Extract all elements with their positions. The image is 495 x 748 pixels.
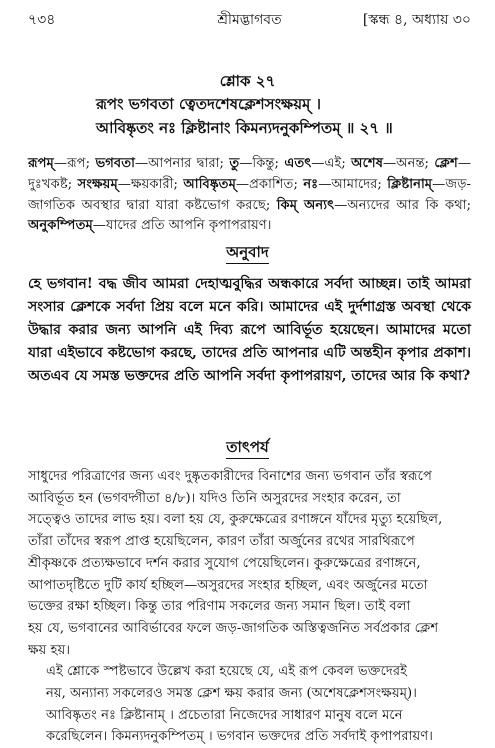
synonym-word: অনুকম্পিতম্ [28,218,93,234]
purport-line: ক্ষয় হয়। [28,642,71,658]
purport-line: শ্রীকৃষ্ণকে প্রত্যক্ষভাবে দর্শন করার সুযোগ পেয়েছিলেন। কুরুক্ষেত্রের রণাঙ্গনে, [28,555,421,571]
synonym-meaning: ক্ষয়কারী; [130,176,184,192]
purport-line: আবিষ্কৃতং নঃ ক্লিষ্টানাম্ । প্রচেতারা নিজেদের সাধারণ মানুষ বলে মনে [46,707,403,723]
purport-line: তাঁরা তাঁদের স্বরূপ প্রাপ্ত হয়েছিলেন, কারণ তাঁরা অর্জুনের রথের সারথিরূপে [28,534,415,550]
purport-line: আপাতদৃষ্টিতে দুটি কার্য হচ্ছিল—অসুরদের সংহার হচ্ছিল, এবং অর্জুনের মতো [28,577,428,593]
page-number: ৭৩৪ [28,12,56,28]
purport-line: সত্ত্বেও তাদের লাভ হয়। বলা হয় যে, কুরুক্ষেত্রের রণাঙ্গনে যাঁদের মৃত্যু হয়েছিল, [28,512,443,528]
book-title: শ্রীমদ্ভাগবত [217,12,282,28]
synonym-word: ক্লেশ [434,156,458,171]
synonym-meaning: অনন্ত; [396,156,435,171]
synonym-meaning: প্রকাশিত; [249,176,304,192]
synonym-meaning: দুঃখকষ্ট; [28,176,78,192]
purport-line: নয়, অন্যান্য সকলেরও সমস্ত ক্লেশ ক্ষয় করার জন্য (অশেষক্লেশসংক্ষয়ম্)। [46,686,417,702]
synonym-word: নঃ [303,176,319,192]
synonym-meaning: আপনার দ্বারা; [148,156,230,171]
chapter-reference: [স্কন্ধ ৪, অধ্যায় ৩০ [362,12,471,28]
word-for-word-synonyms: রূপম্—রূপ; ভগবতা—আপনার দ্বারা; তু—কিন্তু; এতৎ—এই; অশেষ—অনন্ত; ক্লেশ—দুঃখকষ্ট; সংক্ষয়ম্—ক্ষয়কারী; আবিষ্কৃতম্—প্রকাশিত; নঃ—আমাদের; ক্লিষ্টানাম্—জড়-জাগতিক অবস্থার দ্বারা যারা কষ্টভোগ করছে; কিম্ অন্যৎ—অন্যদের আর কি কথা; অনুকম্পিতম্—যাদের প্রতি আপনি কৃপাপরায়ণ। [28,156,472,234]
purport-heading [0,436,495,461]
synonym-word: সংক্ষয়ম্ [77,176,118,192]
synonym-meaning: আমাদের; [331,176,388,192]
synonym-word: অশেষ [351,156,383,171]
synonym-word: ভগবতা [95,156,135,171]
synonym-meaning: অন্যদের আর কি কথা; [347,197,472,213]
synonym-meaning: রূপ; [67,156,96,171]
sanskrit-verse [96,92,465,140]
synonym-word: এতৎ [284,156,312,171]
synonym-word: তু [229,156,240,171]
synonym-meaning: এই; [324,156,352,171]
translation-heading-text: অনুবাদ [226,243,269,264]
synonym-word: ক্লিষ্টানাম্ [387,176,433,192]
synonym-word: রূপম্ [28,156,54,171]
translation-heading [0,241,495,266]
purport-line: এই শ্লোকে স্পষ্টভাবে উল্লেখ করা হয়েছে যে, এই রূপ কেবল ভক্তদেরই [46,664,407,680]
synonym-word: কিম্ অন্যৎ [276,197,335,213]
purport-paragraph-1 [28,466,471,661]
synonym-meaning: যাদের প্রতি আপনি কৃপাপরায়ণ। [105,218,272,234]
verse-line-2: আবিষ্কৃতং নঃ ক্লিষ্টানাং কিমন্যদনুকম্পিতম্ ॥ ২৭ ॥ [96,119,393,137]
translation-text: হে ভগবান! বদ্ধ জীব আমরা দেহাত্মবুদ্ধির অন্ধকারে সর্বদা আচ্ছন্ন। তাই আমরা সংসার ক্লেশকে সর্বদা প্রিয় বলে মনে করি। আমাদের এই দুর্দশাগ্রস্ত অবস্থা থেকে উদ্ধার করার জন্য আপনি এই দিব্য রূপে আবির্ভূত হয়েছেন। আমাদের মতো যারা এইভাবে কষ্টভোগ করছে, তাদের প্রতি আপনার এটি অন্তহীন কৃপার প্রকাশ। অতএব যে সমস্ত ভক্তদের প্রতি আপনি সর্বদা কৃপাপরায়ণ, তাদের আর কি কথা? [28,276,471,384]
synonym-word: আবিষ্কৃতম্ [183,176,236,192]
purport-paragraph-2 [28,661,471,748]
synonym-meaning: জড়-জাগতিক অবস্থার দ্বারা যারা কষ্টভোগ করছে; [28,176,471,213]
verse-heading: শ্লোক ২৭ [219,72,276,90]
verse-line-1: রূপং ভগবতা ত্বেতদশেষক্লেশসংক্ষয়ম্ । [96,95,321,113]
purport-line: করেছিলেন। কিমন্যদনুকম্পিতম্ । ভগবান ভক্তদের প্রতি সর্বদাই কৃপাপরায়ণ। [46,729,433,745]
purport-line: ভক্তের রক্ষা হচ্ছিল। কিন্তু তার পরিণাম সকলের জন্য সমান ছিল। তাই বলা [28,599,411,615]
synonym-meaning: কিন্তু; [252,156,285,171]
purport-line: সাধুদের পরিত্রাণের জন্য এবং দুষ্কৃতকারীদের বিনাশের জন্য ভগবান তাঁর স্বরূপে [28,469,432,484]
purport-heading-text: তাৎপর্য [226,438,268,459]
page-header [28,8,471,30]
purport-text [28,466,471,748]
purport-line: আবির্ভূত হন (ভগবদ্গীতা ৪/৮)। যদিও তিনি অসুরদের সংহার করেন, তা [28,490,401,506]
purport-line: হয় যে, ভগবানের আবির্ভাবের ফলে জড়-জাগতিক অস্তিত্বজনিত সর্বপ্রকার ক্লেশ [28,620,439,636]
